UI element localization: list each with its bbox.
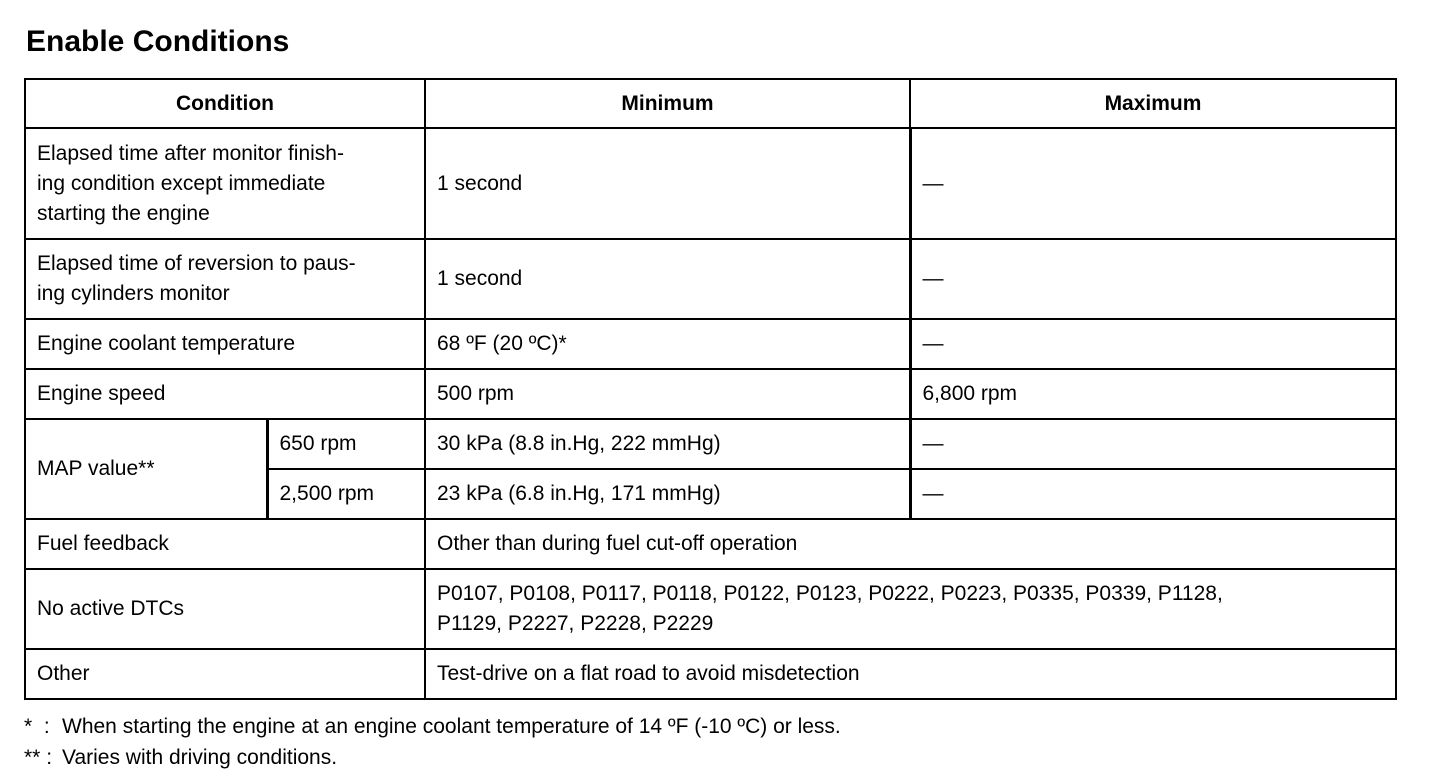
footnote-text: Varies with driving conditions.	[62, 746, 338, 769]
minimum-cell: 1 second	[425, 128, 910, 239]
condition-cell: No active DTCs	[25, 569, 425, 649]
maximum-cell: 6,800 rpm	[910, 369, 1396, 419]
minimum-cell: 68 ºF (20 ºC)*	[425, 319, 910, 369]
footnote-symbol: *	[24, 715, 33, 738]
condition-line: Elapsed time of reversion to paus-	[37, 252, 356, 275]
maximum-cell: —	[910, 469, 1396, 519]
table-row	[25, 649, 1396, 699]
table-row	[25, 239, 1396, 319]
condition-line: ing condition except immediate	[37, 171, 326, 195]
footnote-separator: :	[46, 746, 53, 769]
footnote-mark	[24, 742, 62, 773]
condition-cell	[25, 239, 425, 319]
table-row	[25, 419, 1396, 469]
minimum-cell: 1 second	[425, 239, 910, 319]
minimum-cell: 23 kPa (6.8 in.Hg, 171 mmHg)	[425, 469, 910, 519]
condition-line: ing cylinders monitor	[37, 282, 230, 305]
footnote-text: When starting the engine at an engine coolant temperature of 14 ºF (-10 ºC) or less.	[62, 715, 841, 738]
condition-cell: Engine speed	[25, 369, 425, 419]
footnote-separator: :	[43, 715, 50, 738]
header-minimum: Minimum	[425, 79, 910, 128]
rpm-subcondition-cell: 2,500 rpm	[267, 469, 425, 519]
header-maximum: Maximum	[910, 79, 1396, 128]
footnote	[24, 711, 841, 742]
maximum-cell: —	[910, 239, 1396, 319]
condition-cell: Fuel feedback	[25, 519, 425, 569]
condition-cell: Other	[25, 649, 425, 699]
footnote-symbol: **	[24, 746, 41, 769]
footnote-mark	[24, 711, 62, 742]
condition-line: Elapsed time after monitor finish-	[37, 141, 344, 165]
minimum-cell: 500 rpm	[425, 369, 910, 419]
table-row	[25, 369, 1396, 419]
table-row	[25, 519, 1396, 569]
table-row	[25, 128, 1396, 239]
footnotes	[24, 711, 841, 773]
table-header-row	[25, 79, 1396, 128]
footnote	[24, 742, 841, 773]
condition-cell: MAP value**	[25, 419, 267, 519]
condition-cell	[25, 128, 425, 239]
condition-line: starting the engine	[37, 201, 210, 225]
condition-cell: Engine coolant temperature	[25, 319, 425, 369]
dtc-line: P0107, P0108, P0117, P0118, P0122, P0123, P0222, P0223, P0335, P0339, P1128,	[437, 582, 1223, 605]
rpm-subcondition-cell: 650 rpm	[267, 419, 425, 469]
dtc-line: P1129, P2227, P2228, P2229	[437, 612, 714, 635]
value-cell: Test-drive on a flat road to avoid misdetection	[425, 649, 1396, 699]
enable-conditions-table	[24, 78, 1397, 700]
maximum-cell: —	[910, 319, 1396, 369]
maximum-cell: —	[910, 419, 1396, 469]
minimum-cell: 30 kPa (8.8 in.Hg, 222 mmHg)	[425, 419, 910, 469]
header-condition: Condition	[25, 79, 425, 128]
value-cell	[425, 569, 1396, 649]
page-title: Enable Conditions	[26, 25, 290, 58]
value-cell: Other than during fuel cut-off operation	[425, 519, 1396, 569]
maximum-cell: —	[910, 128, 1396, 239]
table-row	[25, 319, 1396, 369]
table-row	[25, 569, 1396, 649]
